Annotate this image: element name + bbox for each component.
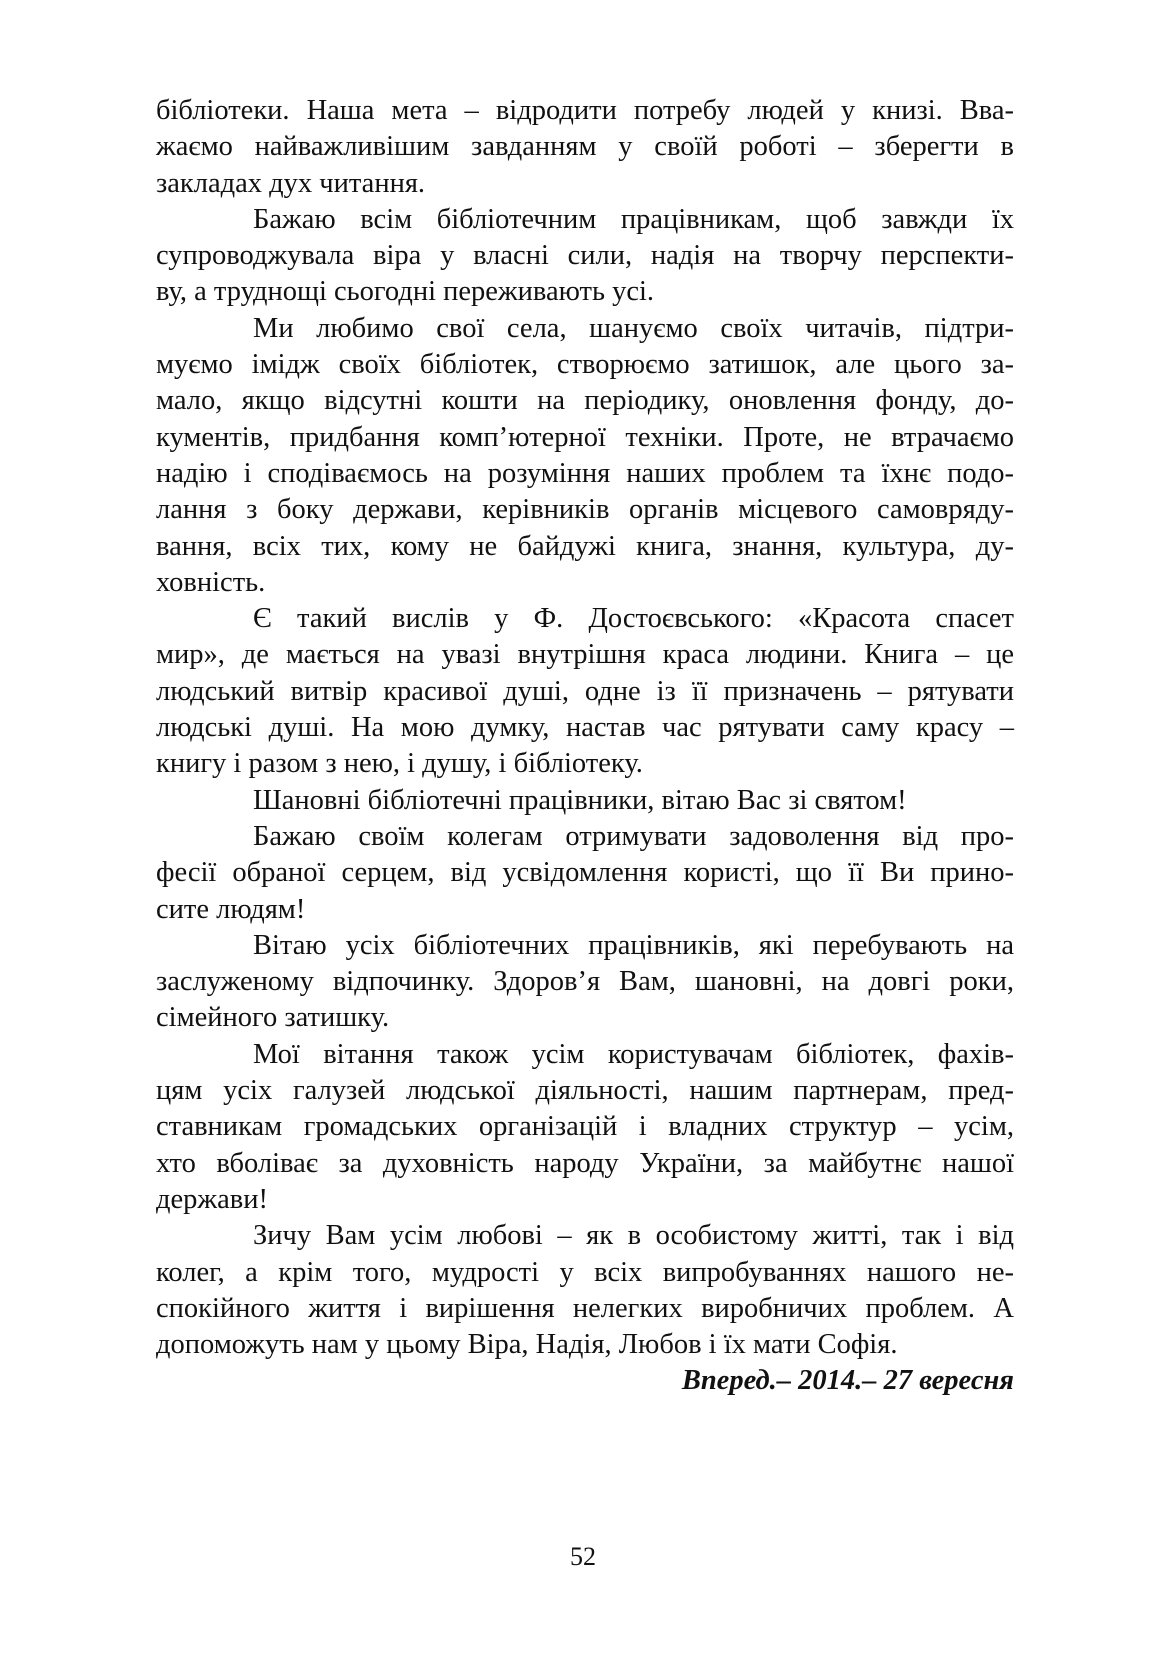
text-line: надію і сподіваємось на розуміння наших проблем та їхнє подо-	[156, 457, 1014, 489]
text-line: муємо імідж своїх бібліотек, створюємо затишок, але цього за-	[156, 349, 1014, 381]
text-line: бібліотеки. Наша мета – відродити потребу людей у книзі. Вва-	[156, 95, 1014, 126]
source-citation: Вперед.– 2014.– 27 вересня	[681, 1365, 1014, 1397]
text-line: жаємо найважливішим завданням у своїй роботі – зберегти в	[156, 131, 1014, 163]
text-line: Бажаю своїм колегам отримувати задоволення від про-	[253, 820, 1014, 852]
text-line: вання, всіх тих, кому не байдужі книга, знання, культура, ду-	[156, 530, 1014, 562]
page-number: 52	[570, 1542, 596, 1571]
text-line: хто вболіває за духовність народу України, за майбутнє нашої	[156, 1147, 1014, 1179]
text-line: кументів, придбання комп’ютерної техніки. Проте, не втрачаємо	[156, 421, 1014, 453]
text-line: допоможуть нам у цьому Віра, Надія, Любов і їх мати Софія.	[156, 1329, 898, 1361]
text-line: ву, а труднощі сьогодні переживають усі.	[156, 276, 655, 308]
text-line: книгу і разом з нею, і душу, і бібліотеку.	[156, 748, 643, 780]
text-line: держави!	[156, 1183, 268, 1215]
text-line: Шановні бібліотечні працівники, вітаю Вас зі святом!	[253, 784, 907, 816]
text-line: мир», де мається на увазі внутрішня краса людини. Книга – це	[156, 639, 1014, 671]
text-line: лання з боку держави, керівників органів місцевого самовряду-	[156, 494, 1014, 526]
text-line: Мої вітання також усім користувачам бібліотек, фахів-	[253, 1038, 1014, 1070]
text-line: мало, якщо відсутні кошти на періодику, оновлення фонду, до-	[156, 385, 1014, 417]
text-line: цям усіх галузей людської діяльності, нашим партнерам, пред-	[156, 1075, 1014, 1107]
text-line: людський витвір красивої душі, одне із її призначень – рятувати	[156, 675, 1014, 707]
text-line: Є такий вислів у Ф. Достоєвського: «Красота спасет	[253, 603, 1014, 635]
text-line: фесії обраної серцем, від усвідомлення користі, що її Ви прино-	[156, 857, 1014, 889]
text-line: супроводжувала віра у власні сили, надія на творчу перспекти-	[156, 240, 1014, 272]
text-line: сите людям!	[156, 893, 306, 925]
text-line: Бажаю всім бібліотечним працівникам, щоб завжди їх	[253, 203, 1014, 235]
article-body	[156, 93, 1014, 1400]
text-line: Зичу Вам усім любові – як в особистому житті, так і від	[253, 1220, 1014, 1252]
text-line: заслуженому відпочинку. Здоров’я Вам, шановні, на довгі роки,	[156, 966, 1014, 998]
text-line: людські душі. На мою думку, настав час рятувати саму красу –	[156, 712, 1014, 744]
text-line: закладах дух читання.	[156, 167, 426, 199]
text-line: колег, а крім того, мудрості у всіх випробуваннях нашого не-	[156, 1256, 1014, 1288]
text-line: сімейного затишку.	[156, 1002, 390, 1034]
text-line: ховність.	[156, 566, 266, 598]
text-line: Ми любимо свої села, шануємо своїх читачів, підтри-	[253, 312, 1014, 344]
text-line: спокійного життя і вирішення нелегких виробничих проблем. А	[156, 1292, 1014, 1324]
text-line: ставникам громадських організацій і владних структур – усім,	[156, 1111, 1014, 1143]
text-line: Вітаю усіх бібліотечних працівників, які перебувають на	[253, 929, 1014, 961]
